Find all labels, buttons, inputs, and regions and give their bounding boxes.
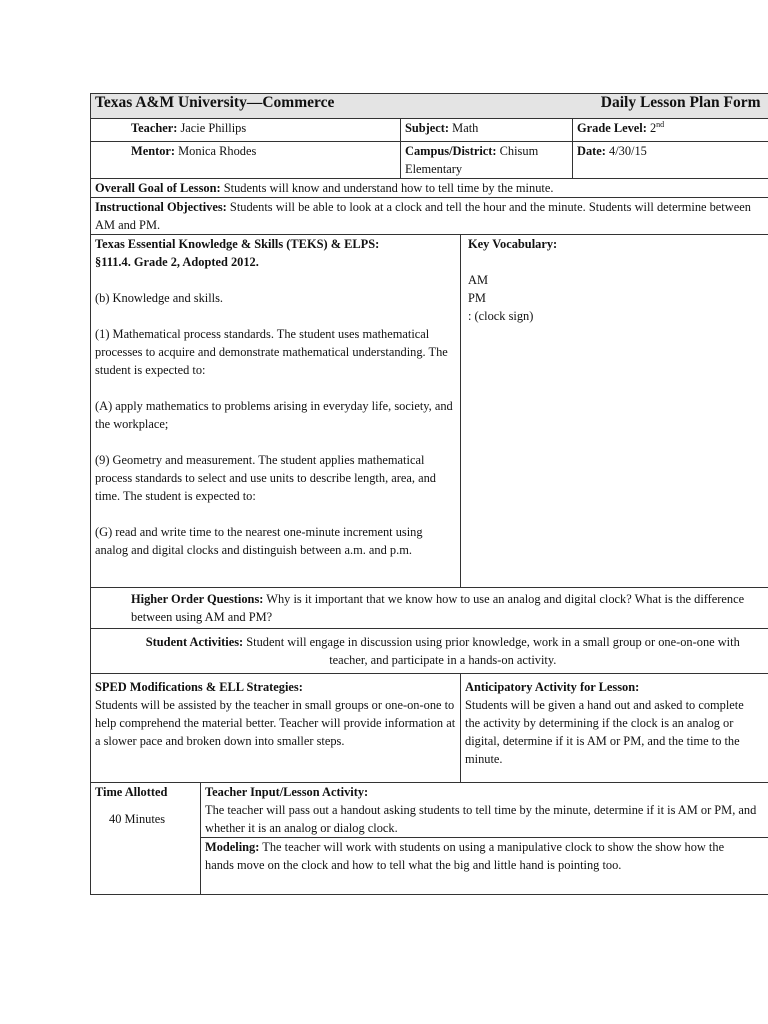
teacher-cell	[91, 119, 401, 142]
campus-cell	[401, 142, 573, 179]
time-label: Time Allotted	[95, 785, 168, 799]
sped-heading: SPED Modifications & ELL Strategies:	[95, 680, 303, 694]
campus-value: Chisum Elementary	[405, 144, 539, 176]
activities-cell	[91, 629, 768, 674]
date-value: 4/30/15	[609, 144, 647, 158]
hoq-cell	[91, 588, 768, 629]
sped-text: Students will be assisted by the teacher in small groups or one-on-one to help comprehend the material better. Teacher will provide information at a slower pace and broken down into smaller steps.	[95, 698, 456, 748]
vocab-item: AM	[468, 273, 488, 287]
input-heading: Teacher Input/Lesson Activity:	[205, 785, 369, 799]
goal-text: Students will know and understand how to tell time by the minute.	[223, 181, 554, 195]
activities-text: Student will engage in discussion using prior knowledge, work in a small group or one-on-one with teacher, and participate in a hands-on activity.	[246, 635, 740, 667]
grade-label: Grade Level:	[577, 121, 647, 135]
teks-para-process: (1) Mathematical process standards. The student uses mathematical processes to acquire and demonstrate mathematical understanding. The student is expected to:	[95, 327, 448, 377]
vocab-item: PM	[468, 291, 486, 305]
input-row	[91, 783, 768, 838]
grade-value: 2	[649, 121, 657, 135]
goal-label: Overall Goal of Lesson:	[95, 181, 221, 195]
vocab-heading: Key Vocabulary:	[468, 237, 558, 251]
teacher-row	[91, 119, 768, 142]
activities-row	[91, 629, 768, 674]
sped-cell	[91, 674, 461, 783]
modeling-text: The teacher will work with students on using a manipulative clock to show the show how the hands move on the clock and how to tell what the big and little hand is pointing too.	[205, 840, 725, 872]
teks-cell	[91, 235, 461, 588]
subject-cell	[401, 119, 573, 142]
modeling-cell	[201, 838, 768, 895]
grade-suffix: nd	[656, 119, 665, 129]
teacher-label: Teacher:	[131, 121, 178, 135]
lesson-plan-table	[90, 93, 768, 895]
teks-row	[91, 235, 768, 588]
sped-row	[91, 674, 768, 783]
teks-para-time: (G) read and write time to the nearest one-minute increment using analog and digital clocks and distinguish between a.m. and p.m.	[95, 525, 423, 557]
anticipatory-text: Students will be given a hand out and asked to complete the activity by determining if the clock is an analog or digital, determine if it is AM or PM, and the time to the minute.	[465, 698, 744, 766]
mentor-row	[91, 142, 768, 179]
mentor-name: Monica Rhodes	[178, 144, 257, 158]
mentor-label: Mentor:	[131, 144, 176, 158]
date-label: Date:	[577, 144, 606, 158]
teks-para-geometry: (9) Geometry and measurement. The student applies mathematical process standards to select and use units to describe length, area, and time. The student is expected to:	[95, 453, 436, 503]
hoq-text: Why is it important that we know how to use an analog and digital clock? What is the difference between using AM and PM?	[131, 592, 745, 624]
grade-cell	[573, 119, 768, 142]
university-title: Texas A&M University—Commerce	[95, 94, 335, 111]
vocab-cell	[461, 235, 768, 588]
objectives-label: Instructional Objectives:	[95, 200, 227, 214]
time-cell	[91, 783, 201, 895]
teks-subheading: §111.4. Grade 2, Adopted 2012.	[95, 255, 259, 269]
activities-label: Student Activities:	[145, 635, 244, 649]
teacher-name: Jacie Phillips	[180, 121, 247, 135]
teks-para-apply: (A) apply mathematics to problems arising in everyday life, society, and the workplace;	[95, 399, 453, 431]
mentor-cell	[91, 142, 401, 179]
objectives-text: Students will be able to look at a clock and tell the hour and the minute. Students will determine between AM and PM.	[95, 200, 751, 232]
objectives-row	[91, 198, 768, 235]
form-title: Daily Lesson Plan Form	[600, 94, 761, 111]
goal-row	[91, 179, 768, 198]
modeling-label: Modeling:	[205, 840, 260, 854]
input-cell	[201, 783, 768, 838]
anticipatory-cell	[461, 674, 768, 783]
subject-label: Subject:	[405, 121, 450, 135]
objectives-cell	[91, 198, 768, 235]
goal-cell	[91, 179, 768, 198]
hoq-row	[91, 588, 768, 629]
date-cell	[573, 142, 768, 179]
hoq-label: Higher Order Questions:	[131, 592, 264, 606]
time-value: 40 Minutes	[109, 812, 166, 826]
vocab-item: : (clock sign)	[468, 309, 534, 323]
subject-value: Math	[452, 121, 479, 135]
teks-heading: Texas Essential Knowledge & Skills (TEKS) & ELPS:	[95, 237, 380, 251]
teks-para-knowledge: (b) Knowledge and skills.	[95, 291, 224, 305]
anticipatory-heading: Anticipatory Activity for Lesson:	[465, 680, 640, 694]
header-row	[91, 94, 768, 119]
input-text: The teacher will pass out a handout asking students to tell time by the minute, determine if it is AM or PM, and whether it is an analog or dialog clock.	[205, 803, 757, 835]
campus-label: Campus/District:	[405, 144, 497, 158]
